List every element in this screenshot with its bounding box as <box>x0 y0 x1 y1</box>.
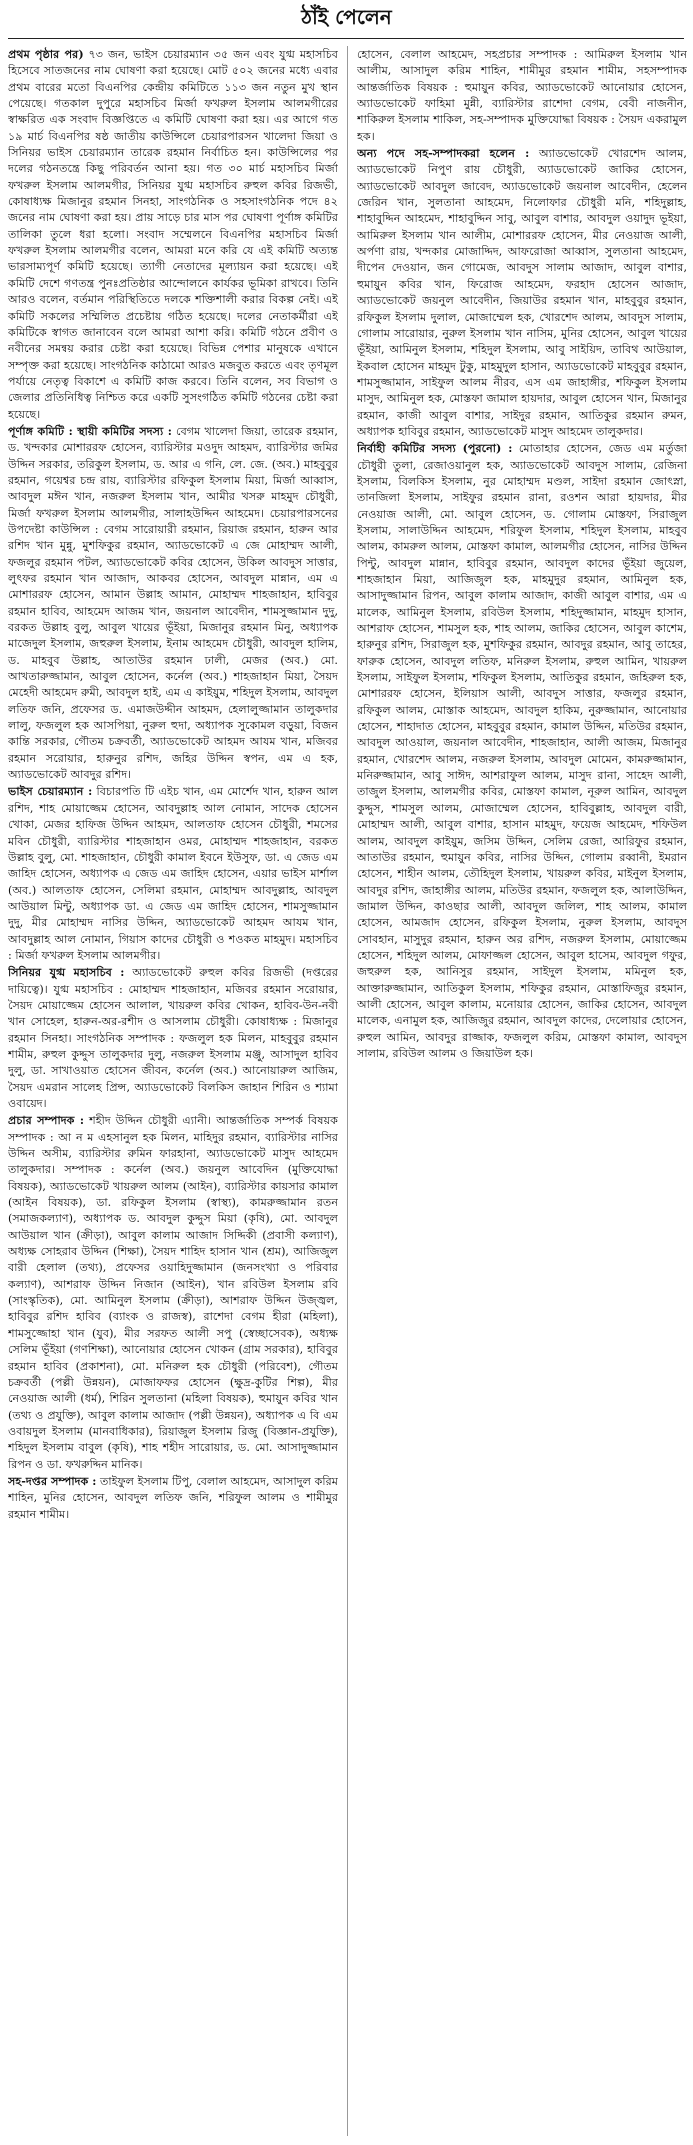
paragraph-lead: সিনিয়র যুগ্ম মহাসচিব : <box>8 965 125 980</box>
paragraph-text: বিচারপতি টি এইচ খান, এম মোর্শেদ খান, হারুন আল রশিদ, শাহ মোয়াজ্জেম হোসেন, আবদুল্লাহ আল নোমান, সাদেক হোসেন খোকা, মেজর হাফিজ উদ্দিন আহমদ, আলতাফ হোসেন চৌধুরী, শমসের মবিন চৌধুরী, ব্যারিস্টার শাহজাহান ওমর, মোহাম্মদ শাহজাহান, বরকত উল্লাহ বুলু, মো. শাহজাহান, চৌধুরী কামাল ইবনে ইউসুফ, ডা. এ জেড এম জাহিদ হোসেন, অধ্যাপক এ জেড এম জাহিদ হোসেন, এয়ার ভাইস মার্শাল (অব.) আলতাফ হোসেন, সেলিমা রহমান, মোহাম্মদ আবদুল্লাহ, আবদুল আউয়াল মিন্টু, অধ্যাপক ডা. এ জেড এম জাহিদ হোসেন, শামসুজ্জামান দুদু, মীর মোহাম্মদ নাসির উদ্দিন, অ্যাডভোকেট আহমদ আযম খান, আবদুল্লাহ আল নোমান, গিয়াস কাদের চৌধুরী ও শওকত মাহমুদ। মহাসচিব : মির্জা ফখরুল ইসলাম আলমগীর। <box>8 785 338 962</box>
left-column <box>8 46 338 2136</box>
paragraph-lead: নির্বাহী কমিটির সদস্য (পুরনো) : <box>357 441 513 456</box>
right-column <box>357 46 687 2136</box>
paragraph-text: অ্যাডভোকেট রুহুল কবির রিজভী (দপ্তরের দায়িত্বে)। যুগ্ম মহাসচিব : মোহাম্মদ শাহজাহান, মজিবর রহমান সরোয়ার, সৈয়দ মোয়াজ্জেম হোসেন আলাল, খায়রুল কবির খোকন, হাবিব-উন-নবী খান সোহেল, হারুন-অর-রশীদ ও আসলাম চৌধুরী। কোষাধ্যক্ষ : মিজানুর রহমান সিনহা। সাংগঠনিক সম্পাদক : ফজলুল হক মিলন, মাহবুবুর রহমান শামীম, রুহুল কুদ্দুস তালুকদার দুলু, নজরুল ইসলাম মঞ্জু, আসাদুল হাবিব দুলু, ডা. সাখাওয়াত হোসেন জীবন, কর্নেল (অব.) আনোয়ারুল আজিম, সৈয়দ এমরান সালেহ প্রিন্স, অ্যাডভোকেট বিলকিস জাহান শিরিন ও শ্যামা ওবায়েদ। <box>8 966 338 1110</box>
article-paragraph <box>8 964 338 1112</box>
article-paragraph <box>357 46 687 145</box>
article-paragraph <box>8 1473 338 1523</box>
article-paragraph <box>8 46 338 423</box>
article-paragraph <box>8 1112 338 1473</box>
article-paragraph <box>357 440 687 1062</box>
paragraph-lead: পূর্ণাঙ্গ কমিটি : স্থায়ী কমিটির সদস্য : <box>8 423 172 438</box>
paragraph-text: তাইফুল ইসলাম টিপু, বেলাল আহমেদ, আসাদুল করিম শাহিন, মুনির হোসেন, আবদুল লতিফ জনি, শরিফুল আলম ও শামীমুর রহমান শামীম। <box>8 1474 338 1521</box>
paragraph-lead: প্রচার সম্পাদক : <box>8 1113 85 1128</box>
paragraph-lead: ভাইস চেয়ারম্যান : <box>8 784 93 799</box>
paragraph-text: ৭৩ জন, ভাইস চেয়ারম্যান ৩৫ জন এবং যুগ্ম মহাসচিব হিসেবে সাতজনের নাম ঘোষণা করা হয়েছে। মোট ৫০২ জনের মধ্যে এবার প্রথম বারের মতো বিএনপির কেন্দ্রীয় কমিটিতে ১১৩ জন নতুন মুখ স্থান পেয়েছে। গতকাল দুপুরে মহাসচিব মির্জা ফখরুল ইসলাম আলমগীরের স্বাক্ষরিত এক সংবাদ বিজ্ঞপ্তিতে এ কমিটি ঘোষণা করা হয়। এর আগে গত ১৯ মার্চ বিএনপির ষষ্ঠ জাতীয় কাউন্সিলে চেয়ারপারসন খালেদা জিয়া ও সিনিয়র ভাইস চেয়ারম্যান তারেক রহমান নির্বাচিত হন। কাউন্সিলের পর দলের গঠনতন্ত্রে কিছু পরিবর্তন আনা হয়। গত ৩০ মার্চ মহাসচিব মির্জা ফখরুল ইসলাম আলমগীর, সিনিয়র যুগ্ম মহাসচিব রুহুল কবির রিজভী, কোষাধ্যক্ষ মিজানুর রহমান সিনহা, সাংগঠনিক ও সহসাংগঠনিক পদে ৪২ জনের নাম ঘোষণা করা হয়। প্রায় সাড়ে চার মাস পর ঘোষণা পূর্ণাঙ্গ কমিটির তালিকা তুলে ধরা হলো। সংবাদ সম্মেলনে বিএনপির মহাসচিব মির্জা ফখরুল ইসলাম আলমগীর বলেন, আমরা মনে করি যে এই কমিটি অত্যন্ত ভারসাম্যপূর্ণ কমিটি হয়েছে। ত্যাগী নেতাদের মূল্যায়ন করা হয়েছে। এই কমিটি দেশে গণতন্ত্র পুনঃপ্রতিষ্ঠার আন্দোলনে কার্যকর ভূমিকা রাখবে। তিনি আরও বলেন, বর্তমান পরিস্থিতিতে দলকে শক্তিশালী করার বিকল্প নেই। এই কমিটি সকলের সম্মিলিত প্রচেষ্টায় গঠিত হয়েছে। দলের নেতাকর্মীরা এই কমিটিকে স্বাগত জানাবেন বলে আমরা আশা করি। কমিটি গঠনে প্রবীণ ও নবীনের সমন্বয় করার চেষ্টা করা হয়েছে। বিভিন্ন পেশার মানুষকে এখানে সম্পৃক্ত করা হয়েছে। সাংগঠনিক কাঠামো আরও মজবুত করতে এবং তৃণমূল পর্যায়ে নেতৃত্ব বিকাশে এ কমিটি কাজ করবে। তিনি বলেন, সব বিভাগ ও জেলার প্রতিনিধিত্ব নিশ্চিত করে একটি সুসংগঠিত কমিটি গঠনের চেষ্টা করা হয়েছে। <box>8 48 338 421</box>
article-paragraph <box>8 423 338 784</box>
article-paragraph <box>357 145 687 440</box>
paragraph-text: হোসেন, বেলাল আহমেদ, সহপ্রচার সম্পাদক : আমিরুল ইসলাম খান আলীম, আসাদুল করিম শাহিন, শামীমুর রহমান শামীম, সহসম্পাদক আন্তর্জাতিক বিষয়ক : হুমায়ুন কবির, অ্যাডভোকেট আনোয়ার হোসেন, অ্যাডভোকেট ফাহিমা মুন্নী, ব্যারিস্টার রাশেদা বেগম, বেবী নাজনীন, শাকিরুল ইসলাম শাকিল, সহ-সম্পাদক মুক্তিযোদ্ধা বিষয়ক : সৈয়দ একরামুল হক। <box>357 48 687 143</box>
page-header <box>0 0 693 38</box>
paragraph-text: অ্যাডভোকেট খোরশেদ আলম, অ্যাডভোকেট নিপুণ রায় চৌধুরী, অ্যাডভোকেট জাকির হোসেন, অ্যাডভোকেট আবদুল জাবেদ, অ্যাডভোকেট জয়নাল আবেদীন, হেলেন জেরিন খান, সুলতানা আহমেদ, নিলোফার চৌধুরী মনি, শহিদুল্লাহ, শাহাবুদ্দিন আহমেদ, শাহাবুদ্দিন সাবু, আবুল বাশার, আবদুল ওয়াদুদ ভূইয়া, আমিরুল ইসলাম খান আলীম, মোশাররফ হোসেন, মীর নেওয়াজ আলী, অর্পণা রায়, খন্দকার মোজাদ্দিদ, আফরোজা আব্বাস, সুলতানা আহমেদ, দীপেন দেওয়ান, জন গোমেজ, আবদুস সালাম আজাদ, আবুল বাশার, হুমায়ুন কবির খান, ফিরোজ আহমেদ, ফরহাদ হোসেন আজাদ, অ্যাডভোকেট জয়নুল আবেদীন, জিয়াউর রহমান খান, মাহবুবুর রহমান, রফিকুল ইসলাম দুলাল, মোজাম্মেল হক, খোরশেদ আলম, আবদুস সালাম, গোলাম সারোয়ার, নুরুল ইসলাম খান নাসিম, মুনির হোসেন, আবুল খায়ের ভূঁইয়া, আমিনুল ইসলাম, শহিদুল ইসলাম, আবু সাইয়িদ, তাবিথ আউয়াল, ইকবাল হোসেন মাহমুদ টুকু, মাহমুদুল হাসান, অ্যাডভোকেট মাহবুবুর রহমান, শামসুজ্জামান, সাইফুল আলম নীরব, এস এম জাহাঙ্গীর, শফিকুল ইসলাম মাসুদ, আমিনুল হক, মোস্তফা জামাল হায়দার, আবুল হোসেন খান, মিজানুর রহমান, কাজী আবুল বাশার, সাইদুর রহমান, আতিকুর রহমান রুমন, অধ্যাপক হাবিবুর রহমান, অ্যাডভোকেট মাসুদ আহমেদ তালুকদার। <box>357 147 687 438</box>
paragraph-lead: প্রথম পৃষ্ঠার পর) <box>8 47 84 61</box>
paragraph-text: মোতাহার হোসেন, জেড এম মর্তুজা চৌধুরী তুলা, রেজাওয়ানুল হক, অ্যাডভোকেট আবদুস সালাম, রেজিনা ইসলাম, বিলকিস ইসলাম, নুর মোহাম্মদ মণ্ডল, সাইদা রহমান জোৎস্না, তানজিলা ইসলাম, সাইফুর রহমান রানা, রওশন আরা হায়দার, মীর নেওয়াজ আলী, মো. আবুল হোসেন, ড. গোলাম মোস্তফা, সিরাজুল ইসলাম, সালাউদ্দিন আহমেদ, শরিফুল ইসলাম, শহিদুল ইসলাম, মাহবুব আলম, কামরুল আলম, মোস্তফা কামাল, আলমগীর হোসেন, নাসির উদ্দিন পিন্টু, আবদুল মান্নান, হাবিবুর রহমান, আবদুল কাদের ভূঁইয়া জুয়েল, শাহজাহান মিয়া, আজিজুল হক, মাহমুদুর রহমান, আমিনুল হক, আসাদুজ্জামান রিপন, আবুল কালাম আজাদ, কাজী আবুল বাশার, এম এ মালেক, আমিনুল ইসলাম, রবিউল ইসলাম, শহিদুজ্জামান, মাহমুদ হাসান, আশরাফ হোসেন, শামসুল হক, শাহ আলম, জাকির হোসেন, আবুল কাশেম, হারুনুর রশিদ, সিরাজুল হক, মুশফিকুর রহমান, আবদুর রহমান, আবু তাহের, ফারুক হোসেন, আবদুল লতিফ, মনিরুল ইসলাম, রুহুল আমিন, খায়রুল ইসলাম, সাইফুল ইসলাম, শফিকুল ইসলাম, আতিকুর রহমান, জহিরুল হক, মোশাররফ হোসেন, ইলিয়াস আলী, আবদুস সাত্তার, ফজলুর রহমান, রফিকুল আলম, মোস্তাক আহমেদ, আবদুল হাকিম, নুরুজ্জামান, আনোয়ার হোসেন, শাহাদাত হোসেন, মাহবুবুর রহমান, কামাল উদ্দিন, মতিউর রহমান, আবদুল আওয়াল, জয়নাল আবেদীন, শাহজাহান, আলী আজম, মিজানুর রহমান, খোরশেদ আলম, নজরুল ইসলাম, আবদুল মোমেন, কামরুজ্জামান, মনিরুজ্জামান, আবু সাঈদ, আশরাফুল আলম, মাসুদ রানা, সাহেদ আলী, তাজুল ইসলাম, আলমগীর কবির, মোস্তফা কামাল, নূরুল আমিন, আবদুল কুদ্দুস, শামসুল আলম, মোজাম্মেল হোসেন, হাবিবুল্লাহ, আবদুল বারী, মোহাম্মদ আলী, আবুল বাশার, হাসান মাহমুদ, ফয়েজ আহমেদ, শফিউল আলম, আবদুল কাইয়ুম, জসিম উদ্দিন, সেলিম রেজা, আরিফুর রহমান, আতাউর রহমান, হুমায়ুন কবির, নাসির উদ্দিন, গোলাম রব্বানী, ইমরান হোসেন, শাহীন আলম, তৌহিদুল ইসলাম, খায়রুল কবির, মাইনুল ইসলাম, আবদুর রশিদ, জাহাঙ্গীর আলম, মতিউর রহমান, ফজলুল হক, আলাউদ্দিন, জামাল উদ্দিন, কাওছার আলী, আবদুল জলিল, শাহ আলম, কামাল হোসেন, আমজাদ হোসেন, রফিকুল ইসলাম, নুরুল ইসলাম, আবদুস সোবহান, মাসুদুর রহমান, হারুন অর রশিদ, নজরুল ইসলাম, মোয়াজ্জেম হোসেন, শহিদুল আলম, মোফাজ্জল হোসেন, আবুল হাসেম, আবদুল গফুর, জহুরুল হক, আনিসুর রহমান, সাইদুল ইসলাম, মমিনুল হক, আক্তারুজ্জামান, আতিকুল ইসলাম, শফিকুর রহমান, মোস্তাফিজুর রহমান, আলী হোসেন, আবুল কালাম, মনোয়ার হোসেন, জাকির হোসেন, আবদুল মালেক, এনামুল হক, আজিজুর রহমান, আবদুল কাদের, দেলোয়ার হোসেন, রুহুল আমিন, আবদুর রাজ্জাক, ফজলুল করিম, মোস্তফা কামাল, আবদুস সালাম, রবিউল আলম ও জিয়াউল হক। <box>357 442 687 1060</box>
paragraph-text: শহীদ উদ্দিন চৌধুরী এ্যানী। আন্তর্জাতিক সম্পর্ক বিষয়ক সম্পাদক : আ ন ম এহসানুল হক মিলন, মাহিদুর রহমান, ব্যারিস্টার নাসির উদ্দিন অসীম, ব্যারিস্টার রুমিন ফারহানা, অ্যাডভোকেট মাসুদ আহমেদ তালুকদার। সম্পাদক : কর্নেল (অব.) জয়নুল আবেদিন (মুক্তিযোদ্ধা বিষয়ক), অ্যাডভোকেট খায়রুল আলম (আইন), ব্যারিস্টার কায়সার কামাল (আইন বিষয়ক), ডা. রফিকুল ইসলাম (স্বাস্থ্য), কামরুজ্জামান রতন (সমাজকল্যাণ), অধ্যাপক ড. আবদুল কুদ্দুস মিয়া (কৃষি), মো. আবদুল আউয়াল খান (ক্রীড়া), আবুল কালাম আজাদ সিদ্দিকী (প্রবাসী কল্যাণ), অধ্যক্ষ সোহরাব উদ্দিন (শিক্ষা), সৈয়দ শাহিদ হাসান খান (শ্রম), আজিজুল বারী হেলাল (তথ্য), প্রফেসর ওয়াহিদুজ্জামান (জনসংখ্যা ও পরিবার কল্যাণ), আশরাফ উদ্দিন নিজান (আইন), খান রবিউল ইসলাম রবি (সাংস্কৃতিক), মো. আমিনুল ইসলাম (ক্রীড়া), আশরাফ উদ্দিন উজ্জ্বল, হাবিবুর রশিদ হাবিব (ব্যাংক ও রাজস্ব), রাশেদা বেগম হীরা (মহিলা), শামসুজ্জোহা খান (যুব), মীর সরফত আলী সপু (স্বেচ্ছাসেবক), অধ্যক্ষ সেলিম ভূঁইয়া (গণশিক্ষা), আনোয়ার হোসেন খোকন (গ্রাম সরকার), হাবিবুর রহমান হাবিব (প্রকাশনা), মো. মনিরুল হক চৌধুরী (পরিবেশ), গৌতম চক্রবর্তী (পল্লী উন্নয়ন), মোজাফফর হোসেন (ক্ষুদ্র-কুটির শিল্প), মীর নেওয়াজ আলী (ধর্ম), শিরিন সুলতানা (মহিলা বিষয়ক), হুমায়ুন কবির খান (তথ্য ও প্রযুক্তি), আবুল কালাম আজাদ (পল্লী উন্নয়ন), অধ্যাপক এ বি এম ওবায়দুল ইসলাম (মানবাধিকার), রিয়াজুল ইসলাম রিজু (বিজ্ঞান-প্রযুক্তি), শহিদুল ইসলাম বাবুল (কৃষি), শাহ শহীদ সারোয়ার, ড. মো. আসাদুজ্জামান রিপন ও ডা. ফখরুদ্দিন মানিক। <box>8 1114 338 1471</box>
column-divider <box>347 46 348 2136</box>
paragraph-lead: অন্য পদে সহ-সম্পাদকরা হলেন : <box>357 146 530 161</box>
header-divider <box>8 38 684 39</box>
article-paragraph <box>8 783 338 964</box>
paragraph-text: বেগম খালেদা জিয়া, তারেক রহমান, ড. খন্দকার মোশাররফ হোসেন, ব্যারিস্টার মওদুদ আহমদ, ব্যারিস্টার জমির উদ্দিন সরকার, তরিকুল ইসলাম, ড. আর এ গনি, লে. জে. (অব.) মাহবুবুর রহমান, গয়েশ্বর চন্দ্র রায়, ব্যারিস্টার রফিকুল ইসলাম মিয়া, মির্জা আব্বাস, আবদুল মঈন খান, নজরুল ইসলাম খান, আমীর খসরু মাহমুদ চৌধুরী, মির্জা ফখরুল ইসলাম আলমগীর, সালাহউদ্দিন আহমেদ। চেয়ারপারসনের উপদেষ্টা কাউন্সিল : বেগম সারোয়ারী রহমান, রিয়াজ রহমান, হারুন আর রশিদ খান মুন্নু, মুশফিকুর রহমান, অ্যাডভোকেট এ জে মোহাম্মদ আলী, ফজলুর রহমান পটল, অ্যাডভোকেট কবির হোসেন, উকিল আবদুস সাত্তার, লুৎফর রহমান খান আজাদ, আকবর হোসেন, আবদুল মান্নান, এম এ মোশাররফ হোসেন, আমান উল্লাহ আমান, মোহাম্মদ শাহজাহান, হাবিবুর রহমান হাবিব, আহমেদ আজম খান, জয়নাল আবেদীন, শামসুজ্জামান দুদু, বরকত উল্লাহ বুলু, আবুল খায়ের ভূঁইয়া, মিজানুর রহমান মিনু, অধ্যাপক মাজেদুল ইসলাম, জহুরুল ইসলাম, ইনাম আহমেদ চৌধুরী, আবদুল হালিম, ড. মাহবুব উল্লাহ, আতাউর রহমান ঢালী, মেজর (অব.) মো. আখতারুজ্জামান, আবুল হোসেন, কর্নেল (অব.) শাহজাহান মিয়া, সৈয়দ মেহেদী আহমেদ রুমী, আবদুল হাই, এম এ কাইয়ুম, শহিদুল ইসলাম, আবদুল লতিফ জনি, প্রফেসর ড. এমাজউদ্দীন আহমদ, হেলালুজ্জামান তালুকদার লালু, ফজলুল হক আসপিয়া, নুরুল হুদা, অধ্যাপক সুকোমল বড়ুয়া, বিজন কান্তি সরকার, গৌতম চক্রবর্তী, অ্যাডভোকেট আহমদ আযম খান, মজিবর রহমান সরোয়ার, হারুনুর রশিদ, জহির উদ্দিন স্বপন, এম এ হক, অ্যাডভোকেট আবদুর রশিদ। <box>8 424 338 782</box>
page-title: ঠাঁই পেলেন <box>301 4 392 29</box>
paragraph-lead: সহ-দপ্তর সম্পাদক : <box>8 1473 97 1488</box>
